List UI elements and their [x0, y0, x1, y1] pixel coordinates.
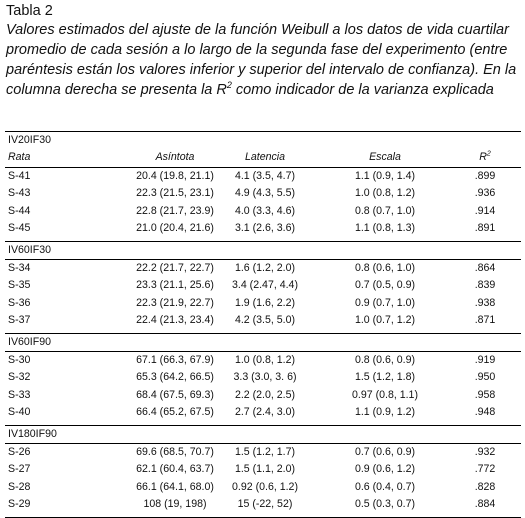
cell-r2: .891	[474, 222, 496, 234]
cell-escala: 0.8 (0.6, 1.0)	[354, 261, 416, 274]
cell-latencia: 1.5 (1.2, 1.7)	[234, 445, 296, 458]
header-rata: Rata	[8, 151, 31, 163]
table-row	[5, 369, 521, 387]
cell-rata: S-26	[8, 445, 31, 458]
cell-latencia: 3.4 (2.47, 4.4)	[232, 279, 298, 291]
cell-latencia: 3.3 (3.0, 3. 6)	[233, 371, 297, 383]
cell-rata: S-27	[8, 463, 31, 475]
cell-asintota: 22.2 (21.7, 22.7)	[136, 261, 214, 274]
cell-latencia: 4.1 (3.5, 4.7)	[234, 169, 296, 182]
cell-escala: 1.0 (0.7, 1.2)	[354, 314, 416, 326]
cell-latencia: 2.7 (2.4, 3.0)	[234, 406, 296, 418]
cell-escala: 0.5 (0.3, 0.7)	[354, 498, 416, 510]
group-label: IV60IF90	[8, 335, 51, 348]
group-label: IV20IF30	[8, 134, 51, 146]
cell-escala: 0.9 (0.6, 1.2)	[354, 463, 416, 475]
cell-escala: 0.7 (0.6, 0.9)	[354, 445, 416, 458]
cell-rata: S-44	[8, 204, 31, 217]
cell-r2: .958	[474, 388, 496, 401]
cell-asintota: 21.0 (20.4, 21.6)	[136, 222, 214, 234]
table-row	[5, 461, 521, 479]
caption-tail: como indicador de la varianza explicada	[231, 82, 494, 98]
cell-asintota: 66.4 (65.2, 67.5)	[136, 406, 214, 418]
cell-rata: S-37	[8, 314, 31, 326]
cell-latencia: 2.2 (2.0, 2.5)	[234, 388, 296, 401]
group-label: IV60IF30	[8, 243, 51, 256]
cell-escala: 0.9 (0.7, 1.0)	[354, 296, 416, 309]
cell-r2: .899	[474, 169, 496, 182]
more-groups	[5, 241, 521, 518]
group-rows	[5, 444, 521, 517]
table-row	[5, 203, 521, 221]
cell-rata: S-43	[8, 187, 31, 199]
group-rows	[5, 168, 521, 241]
cell-asintota: 20.4 (19.8, 21.1)	[136, 169, 214, 182]
group-rows	[5, 352, 521, 425]
cell-r2: .772	[474, 463, 496, 475]
caption-superscript: 2	[226, 80, 232, 91]
cell-r2: .884	[474, 498, 496, 510]
cell-asintota: 22.8 (21.7, 23.9)	[136, 204, 214, 217]
table-row	[5, 220, 521, 238]
table-row	[5, 387, 521, 405]
cell-escala: 1.1 (0.8, 1.3)	[354, 222, 416, 234]
cell-asintota: 23.3 (21.1, 25.6)	[136, 279, 214, 291]
cell-r2: .828	[474, 480, 496, 493]
cell-latencia: 1.0 (0.8, 1.2)	[234, 353, 296, 366]
header-r2-base: R	[479, 151, 487, 163]
cell-rata: S-41	[8, 169, 31, 182]
table-row	[5, 404, 521, 422]
cell-rata: S-34	[8, 261, 31, 274]
table-row	[5, 444, 521, 462]
cell-latencia: 0.92 (0.6, 1.2)	[232, 480, 298, 493]
cell-rata: S-35	[8, 279, 31, 291]
cell-rata: S-30	[8, 353, 31, 366]
cell-asintota: 22.3 (21.9, 22.7)	[136, 296, 214, 309]
header-asintota: Asíntota	[155, 151, 195, 163]
header-escala: Escala	[369, 151, 401, 163]
cell-r2: .919	[474, 353, 496, 366]
cell-r2: .950	[474, 371, 496, 383]
cell-latencia: 4.0 (3.3, 4.6)	[234, 204, 296, 217]
table-row	[5, 185, 521, 203]
header-row	[5, 149, 521, 167]
cell-r2: .871	[474, 314, 496, 326]
cell-latencia: 1.5 (1.1, 2.0)	[234, 463, 296, 475]
table-title: Tabla 2	[6, 3, 53, 19]
cell-rata: S-28	[8, 480, 31, 493]
cell-r2: .932	[474, 445, 496, 458]
cell-latencia: 15 (-22, 52)	[237, 498, 293, 510]
header-latencia: Latencia	[244, 151, 286, 163]
cell-rata: S-40	[8, 406, 31, 418]
cell-rata: S-45	[8, 222, 31, 234]
cell-asintota: 67.1 (66.3, 67.9)	[136, 353, 214, 366]
caption-text: Valores estimados del ajuste de la función Weibull a los datos de vida cuartilar promedio de cada sesión a lo largo de la segunda fase del experimento (entre paréntesis están los valores inferior y superior del intervalo de confianza). En la columna derecha se presenta la R	[6, 22, 517, 98]
cell-escala: 1.1 (0.9, 1.2)	[354, 406, 416, 418]
cell-asintota: 66.1 (64.1, 68.0)	[136, 480, 214, 493]
table-row	[5, 352, 521, 370]
cell-escala: 0.7 (0.5, 0.9)	[354, 279, 416, 291]
cell-latencia: 3.1 (2.6, 3.6)	[234, 222, 296, 234]
cell-asintota: 22.4 (21.3, 23.4)	[136, 314, 214, 326]
table-row	[5, 168, 521, 186]
cell-latencia: 4.2 (3.5, 5.0)	[234, 314, 296, 326]
cell-latencia: 1.9 (1.6, 2.2)	[234, 296, 296, 309]
cell-asintota: 22.3 (21.5, 23.1)	[136, 187, 214, 199]
group-label: IV180IF90	[8, 427, 57, 440]
cell-latencia: 4.9 (4.3, 5.5)	[234, 187, 296, 199]
cell-r2: .938	[474, 296, 496, 309]
cell-escala: 1.5 (1.2, 1.8)	[354, 371, 416, 383]
cell-escala: 0.6 (0.4, 0.7)	[354, 480, 416, 493]
group-rows	[5, 260, 521, 333]
cell-asintota: 108 (19, 198)	[143, 498, 207, 510]
table-row	[5, 479, 521, 497]
cell-rata: S-33	[8, 388, 31, 401]
header-r2-superscript: 2	[486, 150, 491, 158]
table-caption	[6, 20, 518, 100]
cell-escala: 0.8 (0.7, 1.0)	[354, 204, 416, 217]
cell-r2: .936	[474, 187, 496, 199]
table-row	[5, 312, 521, 330]
table-row	[5, 277, 521, 295]
cell-r2: .864	[474, 261, 496, 274]
table-row	[5, 496, 521, 514]
cell-r2: .839	[474, 279, 496, 291]
cell-escala: 0.97 (0.8, 1.1)	[352, 388, 418, 401]
cell-escala: 1.1 (0.9, 1.4)	[354, 169, 416, 182]
cell-asintota: 68.4 (67.5, 69.3)	[136, 388, 214, 401]
table-row	[5, 295, 521, 313]
cell-asintota: 69.6 (68.5, 70.7)	[136, 445, 214, 458]
cell-rata: S-36	[8, 296, 31, 309]
cell-escala: 0.8 (0.6, 0.9)	[354, 353, 416, 366]
cell-latencia: 1.6 (1.2, 2.0)	[234, 261, 296, 274]
cell-r2: .948	[474, 406, 496, 418]
cell-rata: S-29	[8, 498, 31, 510]
table-bottom-rule	[5, 517, 521, 518]
cell-asintota: 65.3 (64.2, 66.5)	[136, 371, 214, 383]
cell-r2: .914	[474, 204, 496, 217]
header-r2	[460, 149, 510, 167]
cell-escala: 1.0 (0.8, 1.2)	[354, 187, 416, 199]
data-table	[5, 131, 521, 518]
cell-rata: S-32	[8, 371, 31, 383]
cell-asintota: 62.1 (60.4, 63.7)	[136, 463, 214, 475]
table-row	[5, 260, 521, 278]
